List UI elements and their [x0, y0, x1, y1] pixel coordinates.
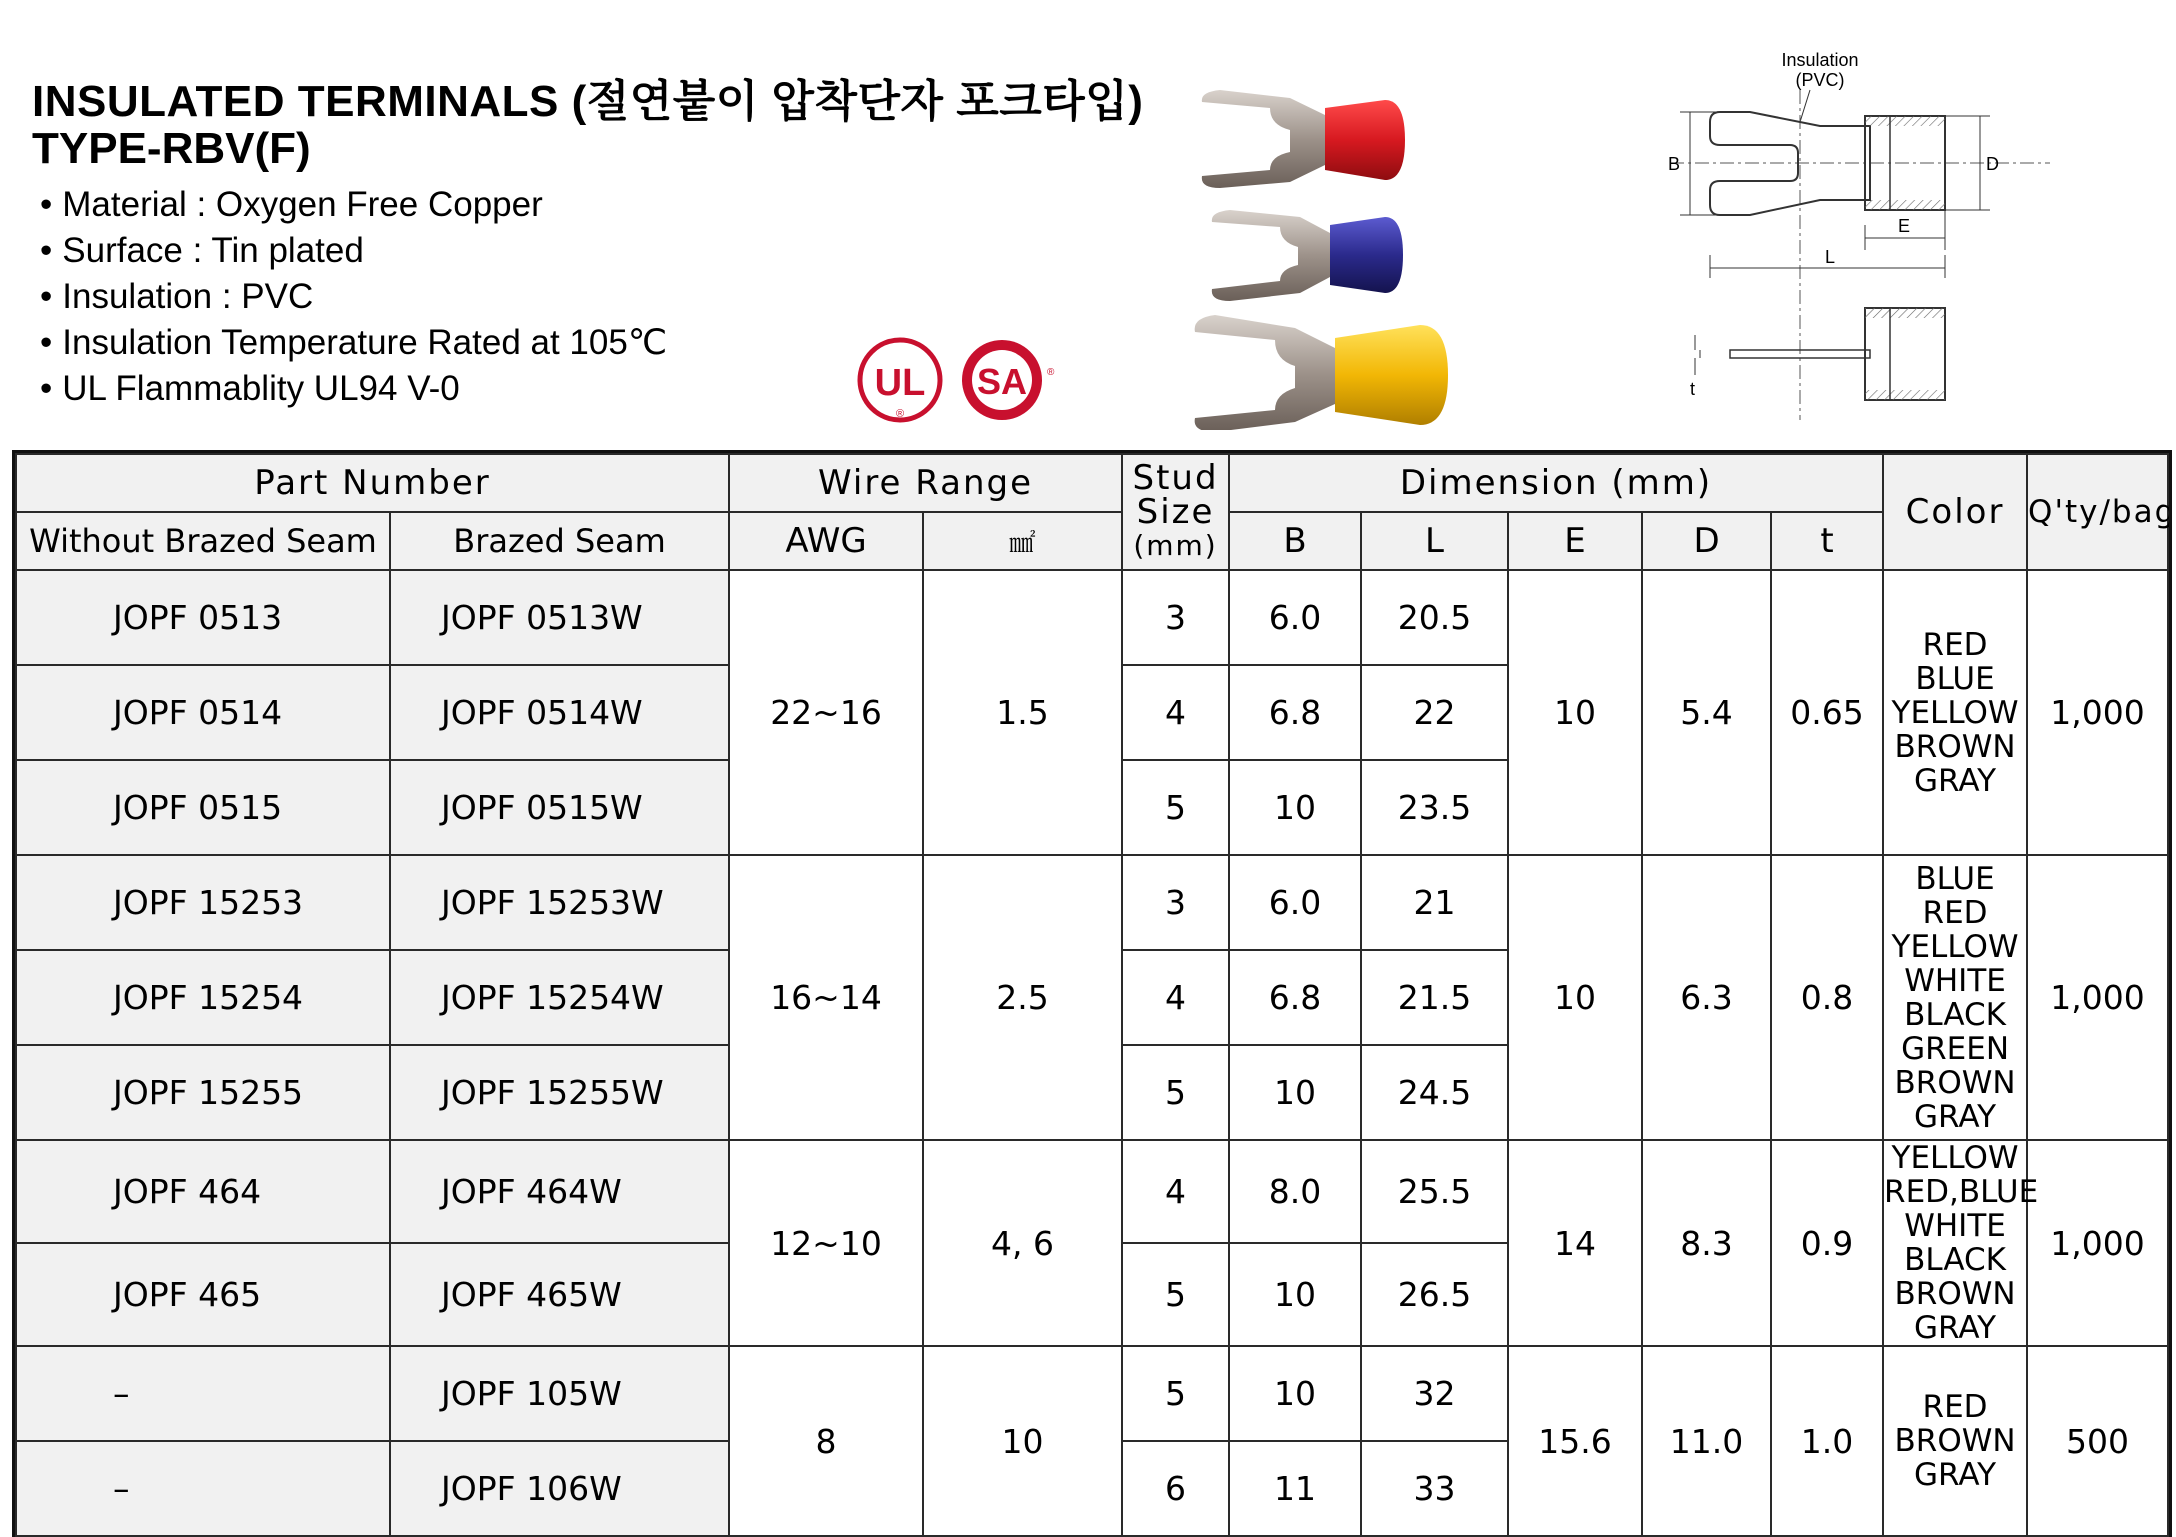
header-mm2: ㎟ — [923, 512, 1122, 570]
spec-list — [40, 182, 667, 412]
color-name: RED — [1922, 1389, 1988, 1425]
dim-l-cell: 21 — [1361, 855, 1508, 950]
table-row — [16, 855, 2168, 950]
part-number-cell: JOPF 0514 — [16, 665, 390, 760]
dim-d-cell: 6.3 — [1642, 855, 1771, 1140]
brazed-part-number-cell: JOPF 15253W — [390, 855, 729, 950]
dim-b-cell: 8.0 — [1229, 1140, 1361, 1243]
dim-b-cell: 6.8 — [1229, 665, 1361, 760]
header-stud-line2: Size — [1136, 492, 1215, 532]
color-name: RED,BLUE — [1884, 1174, 2039, 1210]
color-name: WHITE — [1904, 1208, 2006, 1244]
mm2-cell: 2.5 — [923, 855, 1122, 1140]
qty-cell: 500 — [2027, 1346, 2168, 1536]
brazed-part-number-cell: JOPF 0515W — [390, 760, 729, 855]
color-name: GRAY — [1914, 1310, 1997, 1346]
color-cell — [1883, 855, 2027, 1140]
svg-text:®: ® — [1047, 367, 1055, 378]
svg-text:®: ® — [895, 408, 905, 420]
dim-l-cell: 24.5 — [1361, 1045, 1508, 1140]
color-name: GRAY — [1914, 1098, 1997, 1135]
spec-table — [15, 453, 2176, 1537]
stud-size-cell: 5 — [1122, 1045, 1229, 1140]
color-name: BLUE — [1915, 860, 1995, 897]
spec-surface: • Surface : Tin plated — [40, 228, 667, 274]
brazed-part-number-cell: JOPF 465W — [390, 1243, 729, 1346]
dim-t-cell: 0.65 — [1771, 570, 1883, 855]
color-name: YELLOW — [1891, 1140, 2019, 1176]
stud-size-cell: 5 — [1122, 1243, 1229, 1346]
header-color: Color — [1883, 454, 2027, 570]
dim-t-cell: 0.9 — [1771, 1140, 1883, 1346]
part-number-cell: JOPF 0513 — [16, 570, 390, 665]
stud-size-cell: 6 — [1122, 1441, 1229, 1536]
dim-e-cell: 14 — [1508, 1140, 1642, 1346]
header-e: E — [1508, 512, 1642, 570]
brazed-part-number-cell: JOPF 0513W — [390, 570, 729, 665]
svg-text:SA: SA — [976, 361, 1028, 402]
dim-d-cell: 11.0 — [1642, 1346, 1771, 1536]
header-qty: Q'ty/bag — [2027, 454, 2168, 570]
dim-l-cell: 20.5 — [1361, 570, 1508, 665]
spec-material: • Material : Oxygen Free Copper — [40, 182, 667, 228]
header-awg: AWG — [729, 512, 923, 570]
svg-text:UL: UL — [874, 362, 926, 404]
product-type: TYPE-RBV(F) — [32, 124, 311, 173]
certification-logos — [855, 335, 1055, 435]
stud-size-cell: 4 — [1122, 950, 1229, 1045]
spec-insulation: • Insulation : PVC — [40, 274, 667, 320]
insulation-label: Insulation — [1781, 50, 1859, 70]
dim-l-cell: 32 — [1361, 1346, 1508, 1441]
color-name: GRAY — [1914, 762, 1997, 799]
part-number-cell: JOPF 464 — [16, 1140, 390, 1243]
part-number-cell: JOPF 465 — [16, 1243, 390, 1346]
spec-temperature: • Insulation Temperature Rated at 105℃ — [40, 320, 667, 366]
product-photos — [1190, 70, 1530, 430]
header-stud-size — [1122, 454, 1229, 570]
blue-terminal-photo — [1212, 210, 1403, 301]
awg-cell: 16~14 — [729, 855, 923, 1140]
stud-size-cell: 4 — [1122, 665, 1229, 760]
yellow-terminal-photo — [1195, 315, 1448, 430]
dim-t-cell: 1.0 — [1771, 1346, 1883, 1536]
awg-cell: 22~16 — [729, 570, 923, 855]
header-t: t — [1771, 512, 1883, 570]
brazed-part-number-cell: JOPF 0514W — [390, 665, 729, 760]
header-wire-range: Wire Range — [729, 454, 1122, 512]
brazed-part-number-cell: JOPF 15255W — [390, 1045, 729, 1140]
technical-diagram — [1640, 50, 2060, 420]
mm2-cell: 4, 6 — [923, 1140, 1122, 1346]
dim-l-cell: 26.5 — [1361, 1243, 1508, 1346]
dim-l-cell: 25.5 — [1361, 1140, 1508, 1243]
color-name: BROWN — [1894, 728, 2016, 765]
dim-e-cell: 10 — [1508, 570, 1642, 855]
dim-b-cell: 10 — [1229, 1346, 1361, 1441]
dim-l-label: L — [1825, 247, 1836, 267]
stud-size-cell: 3 — [1122, 855, 1229, 950]
part-number-cell: – — [16, 1441, 390, 1536]
table-row — [16, 1346, 2168, 1441]
header-without-brazed: Without Brazed Seam — [16, 512, 390, 570]
dim-e-label: E — [1898, 216, 1911, 236]
awg-cell: 8 — [729, 1346, 923, 1536]
dim-d-cell: 5.4 — [1642, 570, 1771, 855]
dim-d-cell: 8.3 — [1642, 1140, 1771, 1346]
stud-size-cell: 3 — [1122, 570, 1229, 665]
table-row — [16, 1140, 2168, 1243]
table-body — [16, 570, 2168, 1536]
dim-l-cell: 22 — [1361, 665, 1508, 760]
header-part-number: Part Number — [16, 454, 729, 512]
dim-e-cell: 10 — [1508, 855, 1642, 1140]
dim-l-cell: 33 — [1361, 1441, 1508, 1536]
dim-l-cell: 23.5 — [1361, 760, 1508, 855]
dim-b-cell: 6.8 — [1229, 950, 1361, 1045]
header-brazed: Brazed Seam — [390, 512, 729, 570]
dim-e-cell: 15.6 — [1508, 1346, 1642, 1536]
color-name: YELLOW — [1891, 694, 2019, 731]
part-number-cell: JOPF 15254 — [16, 950, 390, 1045]
ul-logo — [860, 340, 940, 420]
insulation-sub-label: (PVC) — [1795, 70, 1845, 90]
part-number-cell: JOPF 15255 — [16, 1045, 390, 1140]
stud-size-cell: 5 — [1122, 1346, 1229, 1441]
dim-b-cell: 10 — [1229, 760, 1361, 855]
dim-b-cell: 10 — [1229, 1045, 1361, 1140]
color-cell — [1883, 1140, 2039, 1346]
color-name: RED — [1922, 626, 1988, 663]
color-name: GREEN — [1901, 1030, 2010, 1067]
dim-t-label: t — [1690, 379, 1696, 399]
part-number-cell: JOPF 0515 — [16, 760, 390, 855]
dim-l-cell: 21.5 — [1361, 950, 1508, 1045]
color-name: YELLOW — [1891, 928, 2019, 965]
header-b: B — [1229, 512, 1361, 570]
header-l: L — [1361, 512, 1508, 570]
qty-cell: 1,000 — [2027, 570, 2168, 855]
spec-flammability: • UL Flammablity UL94 V-0 — [40, 366, 667, 412]
red-terminal-photo — [1202, 90, 1405, 188]
header-stud-line3: (mm) — [1133, 529, 1218, 562]
dim-t-cell: 0.8 — [1771, 855, 1883, 1140]
header-stud-line1: Stud — [1132, 458, 1219, 498]
color-name: GRAY — [1914, 1457, 1997, 1493]
color-name: BLACK — [1904, 1242, 2006, 1278]
color-name: BLACK — [1904, 996, 2006, 1033]
dim-b-cell: 6.0 — [1229, 855, 1361, 950]
stud-size-cell: 5 — [1122, 760, 1229, 855]
brazed-part-number-cell: JOPF 106W — [390, 1441, 729, 1536]
part-number-cell: JOPF 15253 — [16, 855, 390, 950]
header-dimension: Dimension (mm) — [1229, 454, 1883, 512]
dim-b-cell: 6.0 — [1229, 570, 1361, 665]
color-name: WHITE — [1904, 962, 2006, 999]
color-name: BROWN — [1894, 1064, 2016, 1101]
dim-d-label: D — [1986, 154, 1999, 174]
color-name: BLUE — [1915, 660, 1995, 697]
csa-logo — [962, 340, 1055, 420]
color-cell — [1883, 1346, 2027, 1536]
brazed-part-number-cell: JOPF 464W — [390, 1140, 729, 1243]
color-name: BROWN — [1894, 1423, 2016, 1459]
brazed-part-number-cell: JOPF 105W — [390, 1346, 729, 1441]
table-row — [16, 570, 2168, 665]
dim-b-cell: 10 — [1229, 1243, 1361, 1346]
header-d: D — [1642, 512, 1771, 570]
mm2-cell: 1.5 — [923, 570, 1122, 855]
qty-cell: 1,000 — [2027, 1140, 2168, 1346]
dim-b-label: B — [1668, 154, 1681, 174]
part-number-cell: – — [16, 1346, 390, 1441]
stud-size-cell: 4 — [1122, 1140, 1229, 1243]
color-cell — [1883, 570, 2027, 855]
page-title: INSULATED TERMINALS (절연붙이 압착단자 포크타입) — [32, 77, 1144, 126]
color-name: RED — [1922, 894, 1988, 931]
mm2-cell: 10 — [923, 1346, 1122, 1536]
dim-b-cell: 11 — [1229, 1441, 1361, 1536]
awg-cell: 12~10 — [729, 1140, 923, 1346]
color-name: BROWN — [1894, 1276, 2016, 1312]
brazed-part-number-cell: JOPF 15254W — [390, 950, 729, 1045]
qty-cell: 1,000 — [2027, 855, 2168, 1140]
